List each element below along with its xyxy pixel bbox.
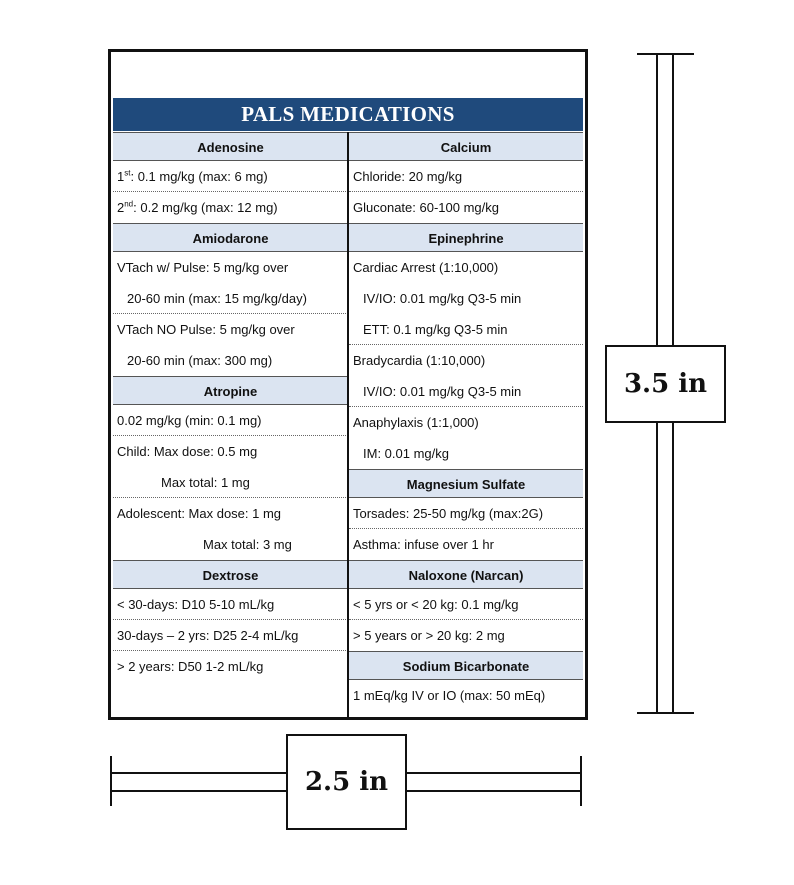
calcium-line-1: Chloride: 20 mg/kg	[349, 161, 583, 192]
dextrose-line-3: > 2 years: D50 1-2 mL/kg	[117, 659, 264, 674]
adenosine-first-dose: 1st: 0.1 mg/kg (max: 6 mg)	[113, 161, 348, 192]
dextrose-line-2: 30-days – 2 yrs: D25 2-4 mL/kg	[113, 620, 348, 651]
dextrose-header: Dextrose	[113, 560, 348, 589]
naloxone-line-1: < 5 yrs or < 20 kg: 0.1 mg/kg	[349, 589, 583, 620]
epinephrine-line-2: IV/IO: 0.01 mg/kg Q3-5 min	[363, 291, 522, 306]
width-marker-left-cap	[110, 756, 112, 806]
naloxone-header: Naloxone (Narcan)	[349, 560, 583, 589]
width-label: 2.5 in	[286, 734, 407, 830]
atropine-line-5: Max total: 3 mg	[203, 537, 292, 552]
amiodarone-header: Amiodarone	[113, 223, 348, 252]
epinephrine-line-5: IV/IO: 0.01 mg/kg Q3-5 min	[349, 376, 583, 407]
magnesium-line-2: Asthma: infuse over 1 hr	[353, 537, 494, 552]
epinephrine-line-3: ETT: 0.1 mg/kg Q3-5 min	[349, 314, 583, 345]
magnesium-header: Magnesium Sulfate	[349, 469, 583, 498]
atropine-line-1: 0.02 mg/kg (min: 0.1 mg)	[113, 405, 348, 436]
right-column	[349, 132, 583, 711]
height-marker-top-cap	[637, 53, 694, 55]
epinephrine-line-6: Anaphylaxis (1:1,000)	[353, 415, 479, 430]
calcium-header: Calcium	[349, 132, 583, 161]
bicarb-line-1: 1 mEq/kg IV or IO (max: 50 mEq)	[353, 688, 546, 703]
amiodarone-line-4: 20-60 min (max: 300 mg)	[127, 353, 273, 368]
amiodarone-line-1: VTach w/ Pulse: 5 mg/kg over	[117, 260, 289, 275]
epinephrine-line-4: Bradycardia (1:10,000)	[353, 353, 486, 368]
left-column	[113, 132, 348, 682]
atropine-line-4: Adolescent: Max dose: 1 mg	[117, 506, 282, 521]
atropine-line-2: Child: Max dose: 0.5 mg	[117, 444, 258, 459]
dextrose-line-1: < 30-days: D10 5-10 mL/kg	[113, 589, 348, 620]
epinephrine-header: Epinephrine	[349, 223, 583, 252]
height-label: 3.5 in	[605, 345, 726, 423]
naloxone-line-2: > 5 years or > 20 kg: 2 mg	[353, 628, 505, 643]
height-marker-bottom-cap	[637, 712, 694, 714]
width-marker-right-cap	[580, 756, 582, 806]
amiodarone-line-2: 20-60 min (max: 15 mg/kg/day)	[113, 283, 348, 314]
adenosine-header: Adenosine	[113, 132, 348, 161]
atropine-line-3: Max total: 1 mg	[113, 467, 348, 498]
card-title: PALS MEDICATIONS	[113, 98, 583, 131]
bicarb-header: Sodium Bicarbonate	[349, 651, 583, 680]
epinephrine-line-7: IM: 0.01 mg/kg	[363, 446, 449, 461]
adenosine-second-dose: 2nd: 0.2 mg/kg (max: 12 mg)	[117, 199, 278, 215]
medication-card	[108, 49, 588, 720]
amiodarone-line-3: VTach NO Pulse: 5 mg/kg over	[117, 322, 295, 337]
calcium-line-2: Gluconate: 60-100 mg/kg	[353, 200, 499, 215]
magnesium-line-1: Torsades: 25-50 mg/kg (max:2G)	[349, 498, 583, 529]
atropine-header: Atropine	[113, 376, 348, 405]
epinephrine-line-1: Cardiac Arrest (1:10,000)	[353, 260, 499, 275]
